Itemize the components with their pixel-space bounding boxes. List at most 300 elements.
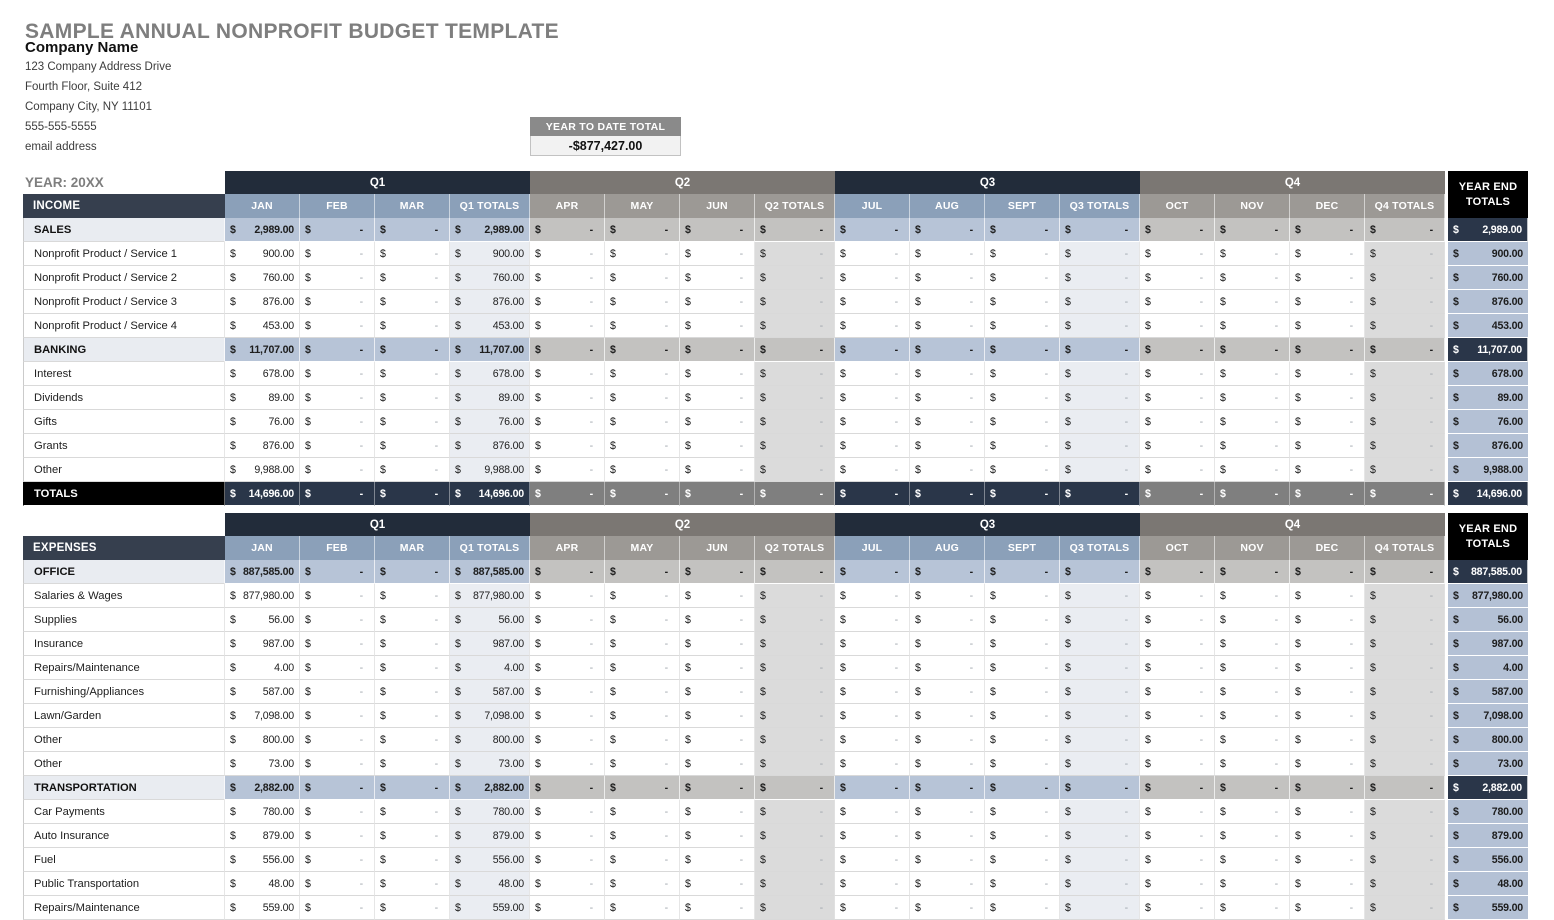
quarter-total-cell[interactable] (755, 656, 835, 680)
quarter-total-cell[interactable] (450, 386, 530, 410)
quarter-total-cell[interactable] (1365, 632, 1445, 656)
quarter-total-cell[interactable] (450, 776, 530, 800)
month-value-cell[interactable] (1215, 632, 1290, 656)
month-value-cell[interactable] (910, 704, 985, 728)
quarter-total-cell[interactable] (1365, 386, 1445, 410)
quarter-total-cell[interactable] (1060, 434, 1140, 458)
month-value-cell[interactable] (300, 362, 375, 386)
month-value-cell[interactable] (910, 458, 985, 482)
month-value-cell[interactable] (910, 848, 985, 872)
quarter-total-cell[interactable] (1365, 800, 1445, 824)
row-label[interactable]: Salaries & Wages (23, 584, 225, 608)
month-value-cell[interactable] (605, 434, 680, 458)
quarter-total-cell[interactable] (1060, 560, 1140, 584)
month-value-cell[interactable] (1290, 800, 1365, 824)
month-value-cell[interactable] (1140, 656, 1215, 680)
month-value-cell[interactable] (1290, 704, 1365, 728)
quarter-total-cell[interactable] (755, 800, 835, 824)
quarter-total-cell[interactable] (1365, 728, 1445, 752)
quarter-total-cell[interactable] (450, 824, 530, 848)
month-value-cell[interactable] (1140, 290, 1215, 314)
quarter-total-cell[interactable] (1060, 704, 1140, 728)
quarter-total-cell[interactable] (1060, 872, 1140, 896)
month-value-cell[interactable] (1290, 728, 1365, 752)
month-value-cell[interactable] (375, 290, 450, 314)
month-value-cell[interactable] (1215, 482, 1290, 506)
month-value-cell[interactable] (680, 560, 755, 584)
month-value-cell[interactable] (605, 896, 680, 920)
month-value-cell[interactable] (225, 704, 300, 728)
quarter-total-cell[interactable] (755, 608, 835, 632)
month-value-cell[interactable] (1290, 434, 1365, 458)
month-value-cell[interactable] (300, 410, 375, 434)
month-value-cell[interactable] (375, 800, 450, 824)
month-value-cell[interactable] (375, 458, 450, 482)
month-value-cell[interactable] (1140, 458, 1215, 482)
month-value-cell[interactable] (835, 458, 910, 482)
month-value-cell[interactable] (1215, 728, 1290, 752)
quarter-total-cell[interactable] (755, 482, 835, 506)
month-value-cell[interactable] (985, 482, 1060, 506)
month-value-cell[interactable] (605, 632, 680, 656)
month-value-cell[interactable] (1290, 482, 1365, 506)
month-value-cell[interactable] (300, 218, 375, 242)
month-value-cell[interactable] (680, 458, 755, 482)
month-value-cell[interactable] (910, 218, 985, 242)
quarter-total-cell[interactable] (755, 338, 835, 362)
month-value-cell[interactable] (680, 656, 755, 680)
month-value-cell[interactable] (225, 656, 300, 680)
quarter-total-cell[interactable] (1060, 584, 1140, 608)
month-value-cell[interactable] (680, 632, 755, 656)
row-label[interactable]: TOTALS (23, 482, 225, 506)
quarter-total-cell[interactable] (1060, 824, 1140, 848)
quarter-total-cell[interactable] (450, 434, 530, 458)
row-label[interactable]: Lawn/Garden (23, 704, 225, 728)
month-value-cell[interactable] (530, 482, 605, 506)
month-value-cell[interactable] (225, 386, 300, 410)
row-label[interactable]: Auto Insurance (23, 824, 225, 848)
month-value-cell[interactable] (910, 482, 985, 506)
month-value-cell[interactable] (300, 704, 375, 728)
month-value-cell[interactable] (300, 266, 375, 290)
month-value-cell[interactable] (375, 632, 450, 656)
month-value-cell[interactable] (910, 338, 985, 362)
row-label[interactable]: Repairs/Maintenance (23, 896, 225, 920)
month-value-cell[interactable] (375, 560, 450, 584)
month-value-cell[interactable] (910, 800, 985, 824)
month-value-cell[interactable] (300, 656, 375, 680)
month-value-cell[interactable] (1290, 218, 1365, 242)
month-value-cell[interactable] (375, 608, 450, 632)
month-value-cell[interactable] (225, 338, 300, 362)
month-value-cell[interactable] (300, 752, 375, 776)
month-value-cell[interactable] (985, 314, 1060, 338)
month-value-cell[interactable] (835, 896, 910, 920)
year-end-total-cell[interactable] (1448, 482, 1528, 506)
month-value-cell[interactable] (225, 266, 300, 290)
month-value-cell[interactable] (835, 824, 910, 848)
year-end-total-cell[interactable] (1448, 752, 1528, 776)
month-value-cell[interactable] (1290, 314, 1365, 338)
year-end-total-cell[interactable] (1448, 632, 1528, 656)
quarter-total-cell[interactable] (1365, 242, 1445, 266)
year-end-total-cell[interactable] (1448, 608, 1528, 632)
month-value-cell[interactable] (530, 434, 605, 458)
year-end-total-cell[interactable] (1448, 338, 1528, 362)
month-value-cell[interactable] (375, 776, 450, 800)
quarter-total-cell[interactable] (1060, 896, 1140, 920)
month-value-cell[interactable] (300, 560, 375, 584)
month-value-cell[interactable] (910, 584, 985, 608)
row-label[interactable]: Gifts (23, 410, 225, 434)
year-end-total-cell[interactable] (1448, 386, 1528, 410)
month-value-cell[interactable] (225, 752, 300, 776)
row-label[interactable]: Repairs/Maintenance (23, 656, 225, 680)
month-value-cell[interactable] (680, 218, 755, 242)
month-value-cell[interactable] (985, 434, 1060, 458)
month-value-cell[interactable] (1215, 752, 1290, 776)
month-value-cell[interactable] (1215, 362, 1290, 386)
month-value-cell[interactable] (1215, 458, 1290, 482)
month-value-cell[interactable] (835, 776, 910, 800)
month-value-cell[interactable] (835, 872, 910, 896)
quarter-total-cell[interactable] (755, 728, 835, 752)
quarter-total-cell[interactable] (755, 704, 835, 728)
month-value-cell[interactable] (605, 656, 680, 680)
quarter-total-cell[interactable] (755, 752, 835, 776)
quarter-total-cell[interactable] (450, 458, 530, 482)
month-value-cell[interactable] (1215, 824, 1290, 848)
quarter-total-cell[interactable] (1365, 872, 1445, 896)
month-value-cell[interactable] (835, 338, 910, 362)
quarter-total-cell[interactable] (450, 752, 530, 776)
month-value-cell[interactable] (1215, 896, 1290, 920)
quarter-total-cell[interactable] (1365, 338, 1445, 362)
row-label[interactable]: OFFICE (23, 560, 225, 584)
month-value-cell[interactable] (835, 752, 910, 776)
year-end-total-cell[interactable] (1448, 776, 1528, 800)
row-label[interactable]: Supplies (23, 608, 225, 632)
month-value-cell[interactable] (300, 242, 375, 266)
month-value-cell[interactable] (605, 584, 680, 608)
quarter-total-cell[interactable] (1365, 824, 1445, 848)
year-end-total-cell[interactable] (1448, 728, 1528, 752)
month-value-cell[interactable] (1215, 872, 1290, 896)
month-value-cell[interactable] (1290, 848, 1365, 872)
month-value-cell[interactable] (225, 434, 300, 458)
month-value-cell[interactable] (985, 410, 1060, 434)
month-value-cell[interactable] (225, 218, 300, 242)
quarter-total-cell[interactable] (1365, 482, 1445, 506)
month-value-cell[interactable] (985, 362, 1060, 386)
month-value-cell[interactable] (530, 656, 605, 680)
year-end-total-cell[interactable] (1448, 800, 1528, 824)
row-label[interactable]: Nonprofit Product / Service 4 (23, 314, 225, 338)
quarter-total-cell[interactable] (450, 482, 530, 506)
row-label[interactable]: Insurance (23, 632, 225, 656)
month-value-cell[interactable] (300, 632, 375, 656)
month-value-cell[interactable] (375, 482, 450, 506)
month-value-cell[interactable] (910, 776, 985, 800)
quarter-total-cell[interactable] (1060, 386, 1140, 410)
row-label[interactable]: Public Transportation (23, 872, 225, 896)
month-value-cell[interactable] (530, 896, 605, 920)
month-value-cell[interactable] (910, 560, 985, 584)
month-value-cell[interactable] (225, 680, 300, 704)
month-value-cell[interactable] (910, 242, 985, 266)
month-value-cell[interactable] (300, 872, 375, 896)
row-label[interactable]: Fuel (23, 848, 225, 872)
quarter-total-cell[interactable] (1060, 458, 1140, 482)
quarter-total-cell[interactable] (1365, 410, 1445, 434)
quarter-total-cell[interactable] (450, 848, 530, 872)
month-value-cell[interactable] (985, 608, 1060, 632)
month-value-cell[interactable] (375, 824, 450, 848)
month-value-cell[interactable] (605, 752, 680, 776)
month-value-cell[interactable] (1215, 560, 1290, 584)
month-value-cell[interactable] (985, 704, 1060, 728)
month-value-cell[interactable] (910, 728, 985, 752)
quarter-total-cell[interactable] (450, 560, 530, 584)
month-value-cell[interactable] (835, 242, 910, 266)
month-value-cell[interactable] (530, 632, 605, 656)
month-value-cell[interactable] (375, 728, 450, 752)
month-value-cell[interactable] (300, 608, 375, 632)
month-value-cell[interactable] (910, 872, 985, 896)
month-value-cell[interactable] (300, 290, 375, 314)
month-value-cell[interactable] (1140, 560, 1215, 584)
month-value-cell[interactable] (375, 218, 450, 242)
month-value-cell[interactable] (1140, 752, 1215, 776)
quarter-total-cell[interactable] (1060, 776, 1140, 800)
year-end-total-cell[interactable] (1448, 824, 1528, 848)
month-value-cell[interactable] (1290, 362, 1365, 386)
month-value-cell[interactable] (605, 608, 680, 632)
month-value-cell[interactable] (530, 362, 605, 386)
month-value-cell[interactable] (910, 896, 985, 920)
quarter-total-cell[interactable] (1365, 362, 1445, 386)
month-value-cell[interactable] (225, 776, 300, 800)
month-value-cell[interactable] (225, 896, 300, 920)
year-end-total-cell[interactable] (1448, 362, 1528, 386)
month-value-cell[interactable] (605, 800, 680, 824)
quarter-total-cell[interactable] (755, 680, 835, 704)
month-value-cell[interactable] (375, 704, 450, 728)
quarter-total-cell[interactable] (755, 386, 835, 410)
month-value-cell[interactable] (835, 584, 910, 608)
month-value-cell[interactable] (835, 800, 910, 824)
quarter-total-cell[interactable] (1060, 338, 1140, 362)
month-value-cell[interactable] (530, 728, 605, 752)
month-value-cell[interactable] (1290, 872, 1365, 896)
quarter-total-cell[interactable] (1060, 266, 1140, 290)
quarter-total-cell[interactable] (755, 632, 835, 656)
month-value-cell[interactable] (300, 458, 375, 482)
month-value-cell[interactable] (1290, 896, 1365, 920)
row-label[interactable]: SALES (23, 218, 225, 242)
month-value-cell[interactable] (1140, 872, 1215, 896)
month-value-cell[interactable] (530, 242, 605, 266)
quarter-total-cell[interactable] (450, 632, 530, 656)
month-value-cell[interactable] (1140, 800, 1215, 824)
month-value-cell[interactable] (530, 608, 605, 632)
row-label[interactable]: BANKING (23, 338, 225, 362)
quarter-total-cell[interactable] (1365, 218, 1445, 242)
month-value-cell[interactable] (985, 218, 1060, 242)
month-value-cell[interactable] (605, 458, 680, 482)
quarter-total-cell[interactable] (1365, 266, 1445, 290)
month-value-cell[interactable] (1215, 266, 1290, 290)
month-value-cell[interactable] (1290, 824, 1365, 848)
month-value-cell[interactable] (1215, 656, 1290, 680)
month-value-cell[interactable] (1140, 776, 1215, 800)
row-label[interactable]: Nonprofit Product / Service 1 (23, 242, 225, 266)
year-end-total-cell[interactable] (1448, 560, 1528, 584)
quarter-total-cell[interactable] (1060, 314, 1140, 338)
month-value-cell[interactable] (225, 584, 300, 608)
month-value-cell[interactable] (985, 338, 1060, 362)
month-value-cell[interactable] (910, 656, 985, 680)
month-value-cell[interactable] (1290, 410, 1365, 434)
quarter-total-cell[interactable] (1060, 656, 1140, 680)
month-value-cell[interactable] (1215, 584, 1290, 608)
month-value-cell[interactable] (300, 386, 375, 410)
month-value-cell[interactable] (1290, 560, 1365, 584)
month-value-cell[interactable] (1215, 680, 1290, 704)
month-value-cell[interactable] (680, 410, 755, 434)
month-value-cell[interactable] (910, 290, 985, 314)
month-value-cell[interactable] (680, 242, 755, 266)
month-value-cell[interactable] (225, 458, 300, 482)
month-value-cell[interactable] (605, 728, 680, 752)
month-value-cell[interactable] (1215, 410, 1290, 434)
row-label[interactable]: Nonprofit Product / Service 2 (23, 266, 225, 290)
month-value-cell[interactable] (1215, 434, 1290, 458)
month-value-cell[interactable] (300, 338, 375, 362)
month-value-cell[interactable] (1140, 728, 1215, 752)
quarter-total-cell[interactable] (1365, 896, 1445, 920)
month-value-cell[interactable] (910, 680, 985, 704)
month-value-cell[interactable] (530, 266, 605, 290)
quarter-total-cell[interactable] (1060, 752, 1140, 776)
month-value-cell[interactable] (910, 266, 985, 290)
month-value-cell[interactable] (605, 242, 680, 266)
row-label[interactable]: Interest (23, 362, 225, 386)
month-value-cell[interactable] (225, 728, 300, 752)
month-value-cell[interactable] (835, 218, 910, 242)
month-value-cell[interactable] (680, 314, 755, 338)
month-value-cell[interactable] (985, 896, 1060, 920)
month-value-cell[interactable] (530, 584, 605, 608)
quarter-total-cell[interactable] (1365, 752, 1445, 776)
month-value-cell[interactable] (985, 266, 1060, 290)
month-value-cell[interactable] (1215, 776, 1290, 800)
quarter-total-cell[interactable] (755, 848, 835, 872)
month-value-cell[interactable] (680, 872, 755, 896)
quarter-total-cell[interactable] (755, 266, 835, 290)
month-value-cell[interactable] (605, 680, 680, 704)
quarter-total-cell[interactable] (1365, 848, 1445, 872)
month-value-cell[interactable] (300, 800, 375, 824)
month-value-cell[interactable] (605, 872, 680, 896)
month-value-cell[interactable] (225, 242, 300, 266)
month-value-cell[interactable] (1215, 800, 1290, 824)
quarter-total-cell[interactable] (1365, 704, 1445, 728)
row-label[interactable]: Other (23, 458, 225, 482)
month-value-cell[interactable] (680, 752, 755, 776)
quarter-total-cell[interactable] (450, 728, 530, 752)
month-value-cell[interactable] (300, 728, 375, 752)
month-value-cell[interactable] (985, 824, 1060, 848)
month-value-cell[interactable] (985, 680, 1060, 704)
month-value-cell[interactable] (1290, 584, 1365, 608)
month-value-cell[interactable] (300, 482, 375, 506)
month-value-cell[interactable] (605, 824, 680, 848)
quarter-total-cell[interactable] (1060, 680, 1140, 704)
quarter-total-cell[interactable] (755, 584, 835, 608)
month-value-cell[interactable] (1290, 266, 1365, 290)
quarter-total-cell[interactable] (1060, 608, 1140, 632)
month-value-cell[interactable] (225, 800, 300, 824)
quarter-total-cell[interactable] (1060, 728, 1140, 752)
month-value-cell[interactable] (985, 728, 1060, 752)
month-value-cell[interactable] (985, 776, 1060, 800)
month-value-cell[interactable] (375, 896, 450, 920)
month-value-cell[interactable] (835, 314, 910, 338)
month-value-cell[interactable] (1290, 656, 1365, 680)
month-value-cell[interactable] (300, 896, 375, 920)
month-value-cell[interactable] (375, 338, 450, 362)
month-value-cell[interactable] (225, 632, 300, 656)
month-value-cell[interactable] (680, 680, 755, 704)
month-value-cell[interactable] (1290, 458, 1365, 482)
month-value-cell[interactable] (530, 314, 605, 338)
year-end-total-cell[interactable] (1448, 872, 1528, 896)
quarter-total-cell[interactable] (1365, 776, 1445, 800)
month-value-cell[interactable] (1215, 242, 1290, 266)
row-label[interactable]: Grants (23, 434, 225, 458)
quarter-total-cell[interactable] (450, 266, 530, 290)
month-value-cell[interactable] (375, 362, 450, 386)
quarter-total-cell[interactable] (755, 896, 835, 920)
month-value-cell[interactable] (1140, 704, 1215, 728)
month-value-cell[interactable] (375, 410, 450, 434)
quarter-total-cell[interactable] (1060, 218, 1140, 242)
quarter-total-cell[interactable] (755, 314, 835, 338)
month-value-cell[interactable] (1140, 608, 1215, 632)
month-value-cell[interactable] (605, 362, 680, 386)
month-value-cell[interactable] (375, 752, 450, 776)
month-value-cell[interactable] (530, 290, 605, 314)
month-value-cell[interactable] (1140, 386, 1215, 410)
month-value-cell[interactable] (530, 872, 605, 896)
month-value-cell[interactable] (375, 314, 450, 338)
year-end-total-cell[interactable] (1448, 458, 1528, 482)
month-value-cell[interactable] (1215, 314, 1290, 338)
quarter-total-cell[interactable] (450, 896, 530, 920)
month-value-cell[interactable] (225, 872, 300, 896)
month-value-cell[interactable] (680, 704, 755, 728)
month-value-cell[interactable] (1290, 632, 1365, 656)
year-end-total-cell[interactable] (1448, 434, 1528, 458)
month-value-cell[interactable] (375, 872, 450, 896)
quarter-total-cell[interactable] (755, 560, 835, 584)
row-label[interactable]: Other (23, 728, 225, 752)
month-value-cell[interactable] (985, 584, 1060, 608)
month-value-cell[interactable] (910, 434, 985, 458)
month-value-cell[interactable] (530, 680, 605, 704)
